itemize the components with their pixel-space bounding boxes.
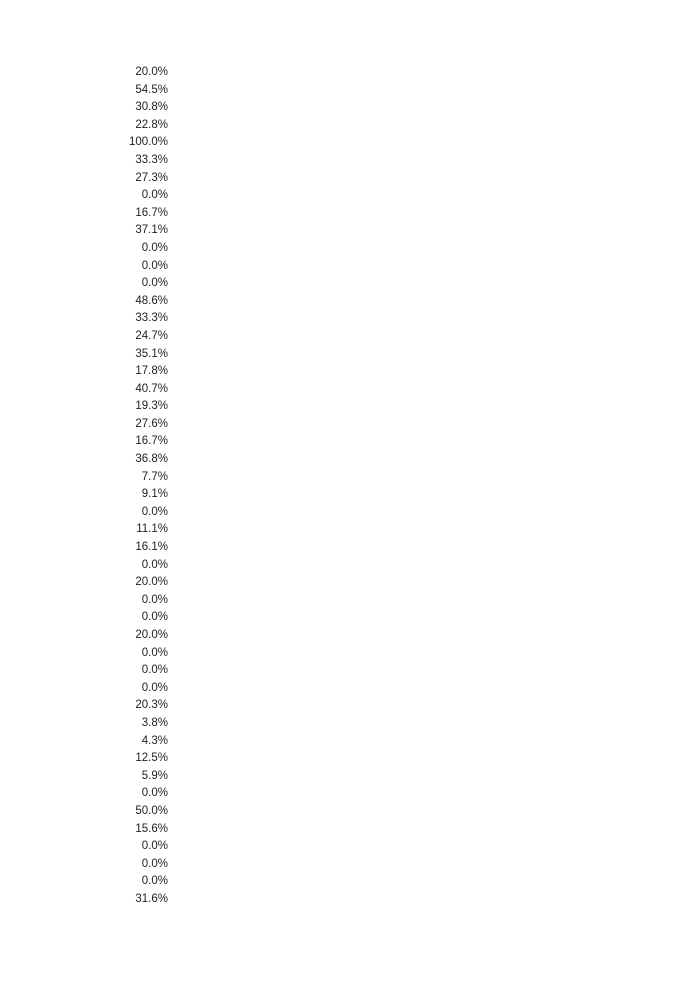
percentage-cell: 17.8% <box>135 365 168 378</box>
percentage-cell: 4.3% <box>141 734 168 747</box>
percentage-cell: 0.0% <box>141 857 168 870</box>
percentage-cell: 9.1% <box>141 488 168 501</box>
percentage-cell: 19.3% <box>135 400 168 413</box>
percentage-cell: 0.0% <box>141 787 168 800</box>
percentage-cell: 31.6% <box>135 892 168 905</box>
percentage-cell: 0.0% <box>141 189 168 202</box>
percentage-cell: 0.0% <box>141 646 168 659</box>
percentage-column <box>0 64 168 909</box>
percentage-cell: 12.5% <box>135 752 168 765</box>
percentage-cell: 3.8% <box>141 716 168 729</box>
percentage-cell: 20.3% <box>135 699 168 712</box>
percentage-cell: 20.0% <box>135 66 168 78</box>
percentage-cell: 54.5% <box>135 83 168 96</box>
percentage-cell: 0.0% <box>141 611 168 624</box>
percentage-cell: 15.6% <box>135 822 168 835</box>
percentage-cell: 27.3% <box>135 171 168 184</box>
percentage-cell: 40.7% <box>135 382 168 395</box>
percentage-cell: 0.0% <box>141 558 168 571</box>
percentage-cell: 22.8% <box>135 118 168 131</box>
percentage-cell: 33.3% <box>135 312 168 325</box>
percentage-cell: 27.6% <box>135 417 168 430</box>
percentage-cell: 0.0% <box>141 681 168 694</box>
percentage-cell: 7.7% <box>141 470 168 483</box>
percentage-cell: 11.1% <box>136 523 168 536</box>
percentage-cell: 48.6% <box>135 294 168 307</box>
percentage-cell: 30.8% <box>135 101 168 114</box>
percentage-cell: 0.0% <box>141 241 168 254</box>
percentage-cell: 100.0% <box>128 136 168 149</box>
percentage-cell: 16.7% <box>135 206 168 219</box>
percentage-cell: 20.0% <box>135 629 168 641</box>
percentage-cell: 0.0% <box>141 593 168 606</box>
percentage-cell: 36.8% <box>135 453 168 466</box>
percentage-cell: 37.1% <box>135 224 168 237</box>
percentage-cell: 16.7% <box>135 435 168 448</box>
percentage-cell: 0.0% <box>141 840 168 853</box>
percentage-cell: 50.0% <box>135 804 168 817</box>
percentage-cell: 0.0% <box>141 505 168 518</box>
percentage-cell: 0.0% <box>141 259 168 272</box>
percentage-cell: 0.0% <box>141 875 168 888</box>
percentage-cell: 33.3% <box>135 153 168 166</box>
percentage-cell: 5.9% <box>141 769 168 782</box>
percentage-cell: 0.0% <box>141 664 168 677</box>
percentage-cell: 35.1% <box>135 347 168 360</box>
percentage-cell: 20.0% <box>135 576 168 589</box>
percentage-cell: 24.7% <box>135 329 168 342</box>
percentage-cell: 0.0% <box>141 277 168 290</box>
percentage-cell: 16.1% <box>135 541 168 554</box>
